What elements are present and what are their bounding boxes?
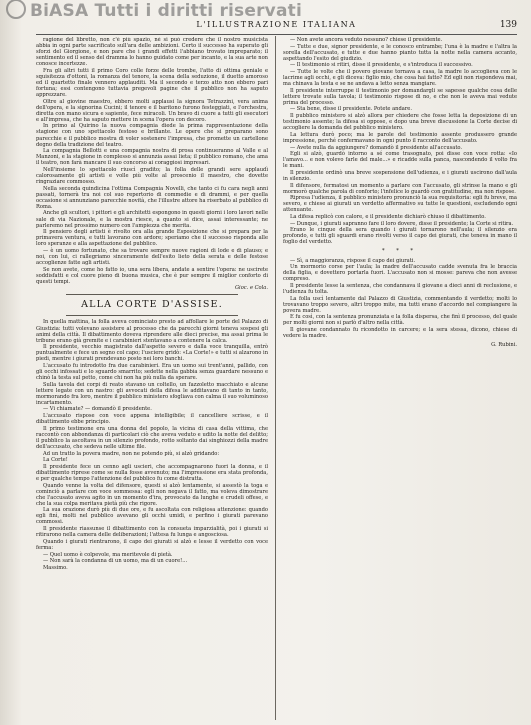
paragraph: Quando venne la volta del difensore, questi si alzò lentamente, si assestò la toga e cominciò a parlare con voce sommessa: egli non negava il fatto, ma voleva dimostrare che l'accusato aveva agito in un momento d'ira, provocato da lunghe e crudeli offese, e che la sua colpa meritava pietà più che rigore.	[36, 482, 268, 507]
section-title: ALLA CORTE D'ASSISE.	[81, 299, 223, 311]
paragraph: — Non sarà la condanna di un uomo, ma di un cuore!...	[43, 558, 188, 565]
left-column	[36, 37, 268, 725]
paragraph: Il pubblico ministero si alzò allora per chiedere che fosse letta la deposizione di un testimonio assente; la difesa si oppose, e dopo una breve discussione la Corte decise di accogliere la domanda del pubblico ministero.	[283, 113, 517, 132]
section-rule-bottom	[66, 315, 238, 316]
paragraph: In primo al Quirino la nuova compagnia diede la prima rappresentazione della stagione con uno spettacolo festoso e brillante. Le opere che si preparano sono parecchie e il pubblico mostra di voler sostenere l'impresa, che promette un cartellone degno della tradizione del teatro.	[36, 123, 268, 148]
court-story-part-2	[36, 457, 268, 538]
paragraph: Massimo.	[43, 564, 68, 571]
paragraph: L'accusato fu introdotto fra due carabinieri. Era un uomo sui trent'anni, pallido, con gli occhi infossati e lo sguardo smarrito; sedette nella gabbia senza guardare nessuno e chinò la testa sul petto, come chi non ha più nulla da sperare.	[36, 362, 268, 382]
paragraph: In quella mattina, la folla aveva cominciato presto ad affollare le porte del Palazzo di Giustizia: tutti volevano assistere al processo che da parecchi giorni teneva sospesi gli animi della città. Il dibattimento doveva riprendere alle dieci precise, ma assai prima le tribune erano già gremite e i carabinieri stentavano a contenere la calca.	[36, 319, 268, 344]
paragraph: ragione del libretto, non c'è più spazio, né si può credere che il nostro musicista abbia in ogni parte sacrificato sull'ara delle ambizioni. Certo il successo ha superato gli sforzi del Giorgione, e non pare che i grandi effetti l'abbiano trovato impreparato; il sentimento ed il senso del dramma lo hanno guidato come per incanto, e la sua arte non conosce incertezze.	[36, 37, 268, 68]
paragraph: — Non avete ancora veduto nessuno? chiese il presidente.	[290, 37, 443, 43]
article-signature: G. Rubini.	[491, 342, 517, 349]
paragraph: Il giovane condannato fu ricondotto in carcere; e la sera stessa, dicono, chiese di vedere la madre.	[283, 326, 517, 340]
paragraph: La sua orazione durò più di due ore, e fu ascoltata con religiosa attenzione: quando egli finì, molti nel pubblico avevano gli occhi umidi, e perfino i giurati parevano commossi.	[36, 507, 268, 526]
theatre-review	[36, 37, 268, 247]
paragraph: Sulla tavola dei corpi di reato stavano un coltello, un fazzoletto macchiato e alcune lettere legate con un nastro: gli avvocati della difesa le additavano di tanto in tanto, mormorando fra loro, mentre il pubblico ministero sfogliava con calma il suo voluminoso incartamento.	[36, 381, 268, 406]
paragraph: Erano le cinque della sera quando i giurati tornarono nell'aula; il silenzio era profondo, e tutti gli sguardi erano rivolti verso il capo dei giurati, che teneva in mano il foglio del verdetto.	[283, 227, 517, 246]
paragraph: La difesa replicò con calore, e il presidente dichiarò chiuso il dibattimento.	[290, 214, 486, 221]
paragraph: — è un uomo fortunato, che sa trovare sempre nuove ragioni di lode e di plauso; e noi, con lui, ci rallegriamo sinceramente dell'esito lieto della serata e delle festose accoglienze fatte agli artisti.	[36, 247, 268, 267]
paragraph: Fra gli altri tutti il primo Coro colle forze delle trombe, l'atto di ottima geniale e squisitezza d'ottoni, la romanza del tenore, la scena della seduzione, il duetto amoroso ed il quartetto finale vennero applauditi. Ma il secondo e terzo atto non ebbero pari fortuna; essi contengono tuttavia pregevoli pagine che il pubblico non ha saputo apprezzare.	[36, 67, 268, 99]
running-head	[36, 20, 517, 35]
paragraph: — Il testimonio si ritiri, disse il presidente, e s'introduca il successivo.	[290, 62, 473, 69]
paragraph: Il presidente interruppe il testimonio per domandargli se sapesse qualche cosa delle lettere trovate sulla tavola; il testimonio rispose di no, e che non le aveva mai vedute prima del processo.	[283, 87, 517, 106]
watermark	[0, 0, 531, 22]
biasa-logo-icon	[6, 0, 26, 19]
review-signature: Gioc. e Cola.	[234, 285, 268, 292]
paragraph: Il presidente lesse la sentenza, che condannava il giovane a dieci anni di reclusione, e l'udienza fu tolta.	[283, 282, 517, 295]
page-number: 139	[499, 20, 517, 30]
paragraph: Oltre al giovine maestro, ebbero molti applausi la signora Tetrazzini, vera anima dell'opera, e la signorina Cucini; il tenore e il baritono furono festeggiati, e l'orchestra, diretta con mano sicura e sapiente, fece miracoli. Un bravo di cuore a tutti gli esecutori e all'impresa, che ha saputo mettere in scena l'opera con decoro.	[36, 98, 268, 123]
section-rule-top	[66, 294, 238, 295]
paragraph: Il presidente ordinò una breve sospensione dell'udienza, e i giurati uscirono dall'aula in silenzio.	[283, 169, 517, 182]
paragraph: — Vi chiamate? — domandò il presidente.	[43, 406, 152, 413]
paragraph: Il presidente, vecchio magistrato dall'aspetto severo e dalla voce tranquilla, entrò puntualmente e fece un segno col capo; l'usciere gridò: «La Corte!» e tutti si alzarono in piedi, mentre i giurati prendevano posto nei loro banchi.	[36, 344, 268, 363]
paragraph: Un mormorio corse per l'aula; la madre dell'accusato cadde svenuta fra le braccia della figlia, e dovettero portarla fuori. L'accusato non si mosse: pareva che non avesse compreso.	[283, 264, 517, 283]
court-story-closing	[36, 539, 268, 571]
paragraph: Il primo testimone era una donna del popolo, la vicina di casa della vittima, che raccontò con abbondanza di particolari ciò che aveva veduto e udito la notte del delitto; il pubblico la ascoltava in un silenzio profondo, rotto soltanto dai singhiozzi della madre dell'accusato, che sedeva nelle ultime file.	[36, 425, 268, 450]
watermark-text: BiASA Tutti i diritti riservati	[30, 1, 302, 21]
column-divider	[275, 36, 276, 720]
court-story-ending	[283, 258, 517, 340]
paragraph: E fu così, con la sentenza pronunziata e la folla dispersa, che finì il processo, del quale per molti giorni non si parlò d'altro nella città.	[283, 314, 517, 327]
paragraph: La folla uscì lentamente dal Palazzo di Giustizia, commentando il verdetto; molti lo trovavano troppo severo, altri troppo mite, ma tutti erano d'accordo nel compiangere la povera madre.	[283, 295, 517, 314]
court-story-part-1	[36, 319, 268, 450]
paragraph: Nella seconda quindicina l'ottima Compagnia Novelli, che tanto ci fu cara negli anni passati, tornerà tra noi col suo repertorio di commedie e di drammi, e per quella occasione si annunziano parecchie novità, che l'illustre attore ha riserbato al pubblico di Roma.	[36, 185, 268, 210]
publication-title: L'ILLUSTRAZIONE ITALIANA	[196, 20, 357, 29]
paragraph: La compagnia Bellotti e una compagnia nostra di prosa continueranno al Valle e al Manzoni, e la stagione in complesso si annunzia assai lieta; il pubblico romano, che ama il teatro, non farà mancare il suo concorso ai coraggiosi impresari.	[36, 148, 268, 167]
paragraph: — Tutte e due, signor presidente, e le conosco entrambe; l'una è la madre e l'altra la sorella dell'accusato, e tutte e due hanno pianto tutta la notte nella camera accanto, aspettando l'esito del giudizio.	[283, 43, 517, 62]
paragraph: — Quel uomo è colpevole, ma meritevole di pietà.	[43, 551, 173, 558]
paragraph: Egli si alzò, guardò intorno a sé come trasognato, poi disse con voce rotta: «Io l'amavo... e non volevo farle del male...» e ricadde sulla panca, nascondendo il volto fra le mani.	[283, 151, 517, 170]
section-break-stars: * * *	[382, 248, 418, 255]
court-interlude: Ad un tratto la povera madre, non ne potendo più, si alzò gridando:	[43, 450, 220, 457]
court-story-continued	[283, 37, 517, 245]
paragraph: — Sta bene, disse il presidente. Potete andare.	[290, 106, 412, 113]
paragraph: — Avete nulla da aggiungere? domandò il presidente all'accusato.	[290, 144, 463, 151]
paragraph: Il pensiero degli artisti è rivolto ora alla grande Esposizione che si prepara per la primavera ventura, e tutti lavorano con ardore; speriamo che il successo risponda alle loro speranze e alla aspettazione del pubblico.	[36, 229, 268, 248]
paragraph: Quando i giurati rientrarono, il capo dei giurati si alzò e lesse il verdetto con voce ferma:	[36, 538, 268, 551]
paragraph: — Tutte le volte che il povero giovane tornava a casa, la madre lo accoglieva con le lacrime agli occhi, e gli diceva: figlio mio, che cosa hai fatto? Ed egli non rispondeva mai, ma chinava la testa e se ne andava a letto senza mangiare.	[283, 69, 517, 88]
paragraph: Nell'insieme lo spettacolo riuscì gradito; la folla delle grandi sere applaudì calorosamente gli artisti e volle più volte al proscenio il maestro, che dovette ringraziare commosso.	[36, 166, 268, 186]
paragraph: Anche gli scultori, i pittori e gli architetti espongono in questi giorni i loro lavori nelle sale di via Nazionale, e la mostra riesce, a quanto si dice, assai interessante; ne parleremo nel prossimo numero con l'ampiezza che merita.	[36, 210, 268, 229]
paragraph: Ripresa l'udienza, il pubblico ministero pronunciò la sua requisitoria: egli fu breve, ma severo, e chiese ai giurati un verdetto affermativo su tutte le questioni, escludendo ogni attenuante.	[283, 195, 517, 214]
paragraph: L'accusato rispose con voce appena intelligibile; il cancelliere scrisse, e il dibattimento ebbe principio.	[36, 413, 268, 426]
paragraph: Il presidente riassunse il dibattimento con la consueta imparzialità, poi i giurati si ritirarono nella camera delle deliberazioni; l'attesa fu lunga e angosciosa.	[36, 526, 268, 539]
paragraph: La Corte!	[43, 457, 68, 464]
paragraph: — Sì, a maggioranza, rispose il capo dei giurati.	[290, 257, 416, 264]
right-column	[283, 37, 517, 725]
paragraph: Se non avete, come ho fatto io, una sera libera, andate a sentire l'opera: ne uscirete soddisfatti e col cuore pieno di buona musica, che è pur sempre il miglior conforto di questi tempi.	[36, 266, 268, 285]
paragraph: La lettura durò poco; ma le parole del testimonio assente produssero grande impressione, perché confermavano in ogni punto il racconto dell'accusato.	[283, 131, 517, 144]
theatre-review-tail	[36, 248, 268, 285]
paragraph: Il difensore, fermatosi un momento a parlare con l'accusato, gli strinse la mano e gli mormorò qualche parola di conforto; l'infelice lo guardò con gratitudine, ma non rispose.	[283, 182, 517, 195]
paragraph: — Dunque, i giurati sapranno fare il loro dovere, disse il presidente; la Corte si ritira.	[290, 220, 514, 227]
paragraph: Il presidente fece un cenno agli uscieri, che accompagnarono fuori la donna, e il dibattimento riprese come se nulla fosse avvenuto; ma l'impressione era stata profonda, e per qualche tempo l'attenzione del pubblico fu come distratta.	[36, 463, 268, 482]
